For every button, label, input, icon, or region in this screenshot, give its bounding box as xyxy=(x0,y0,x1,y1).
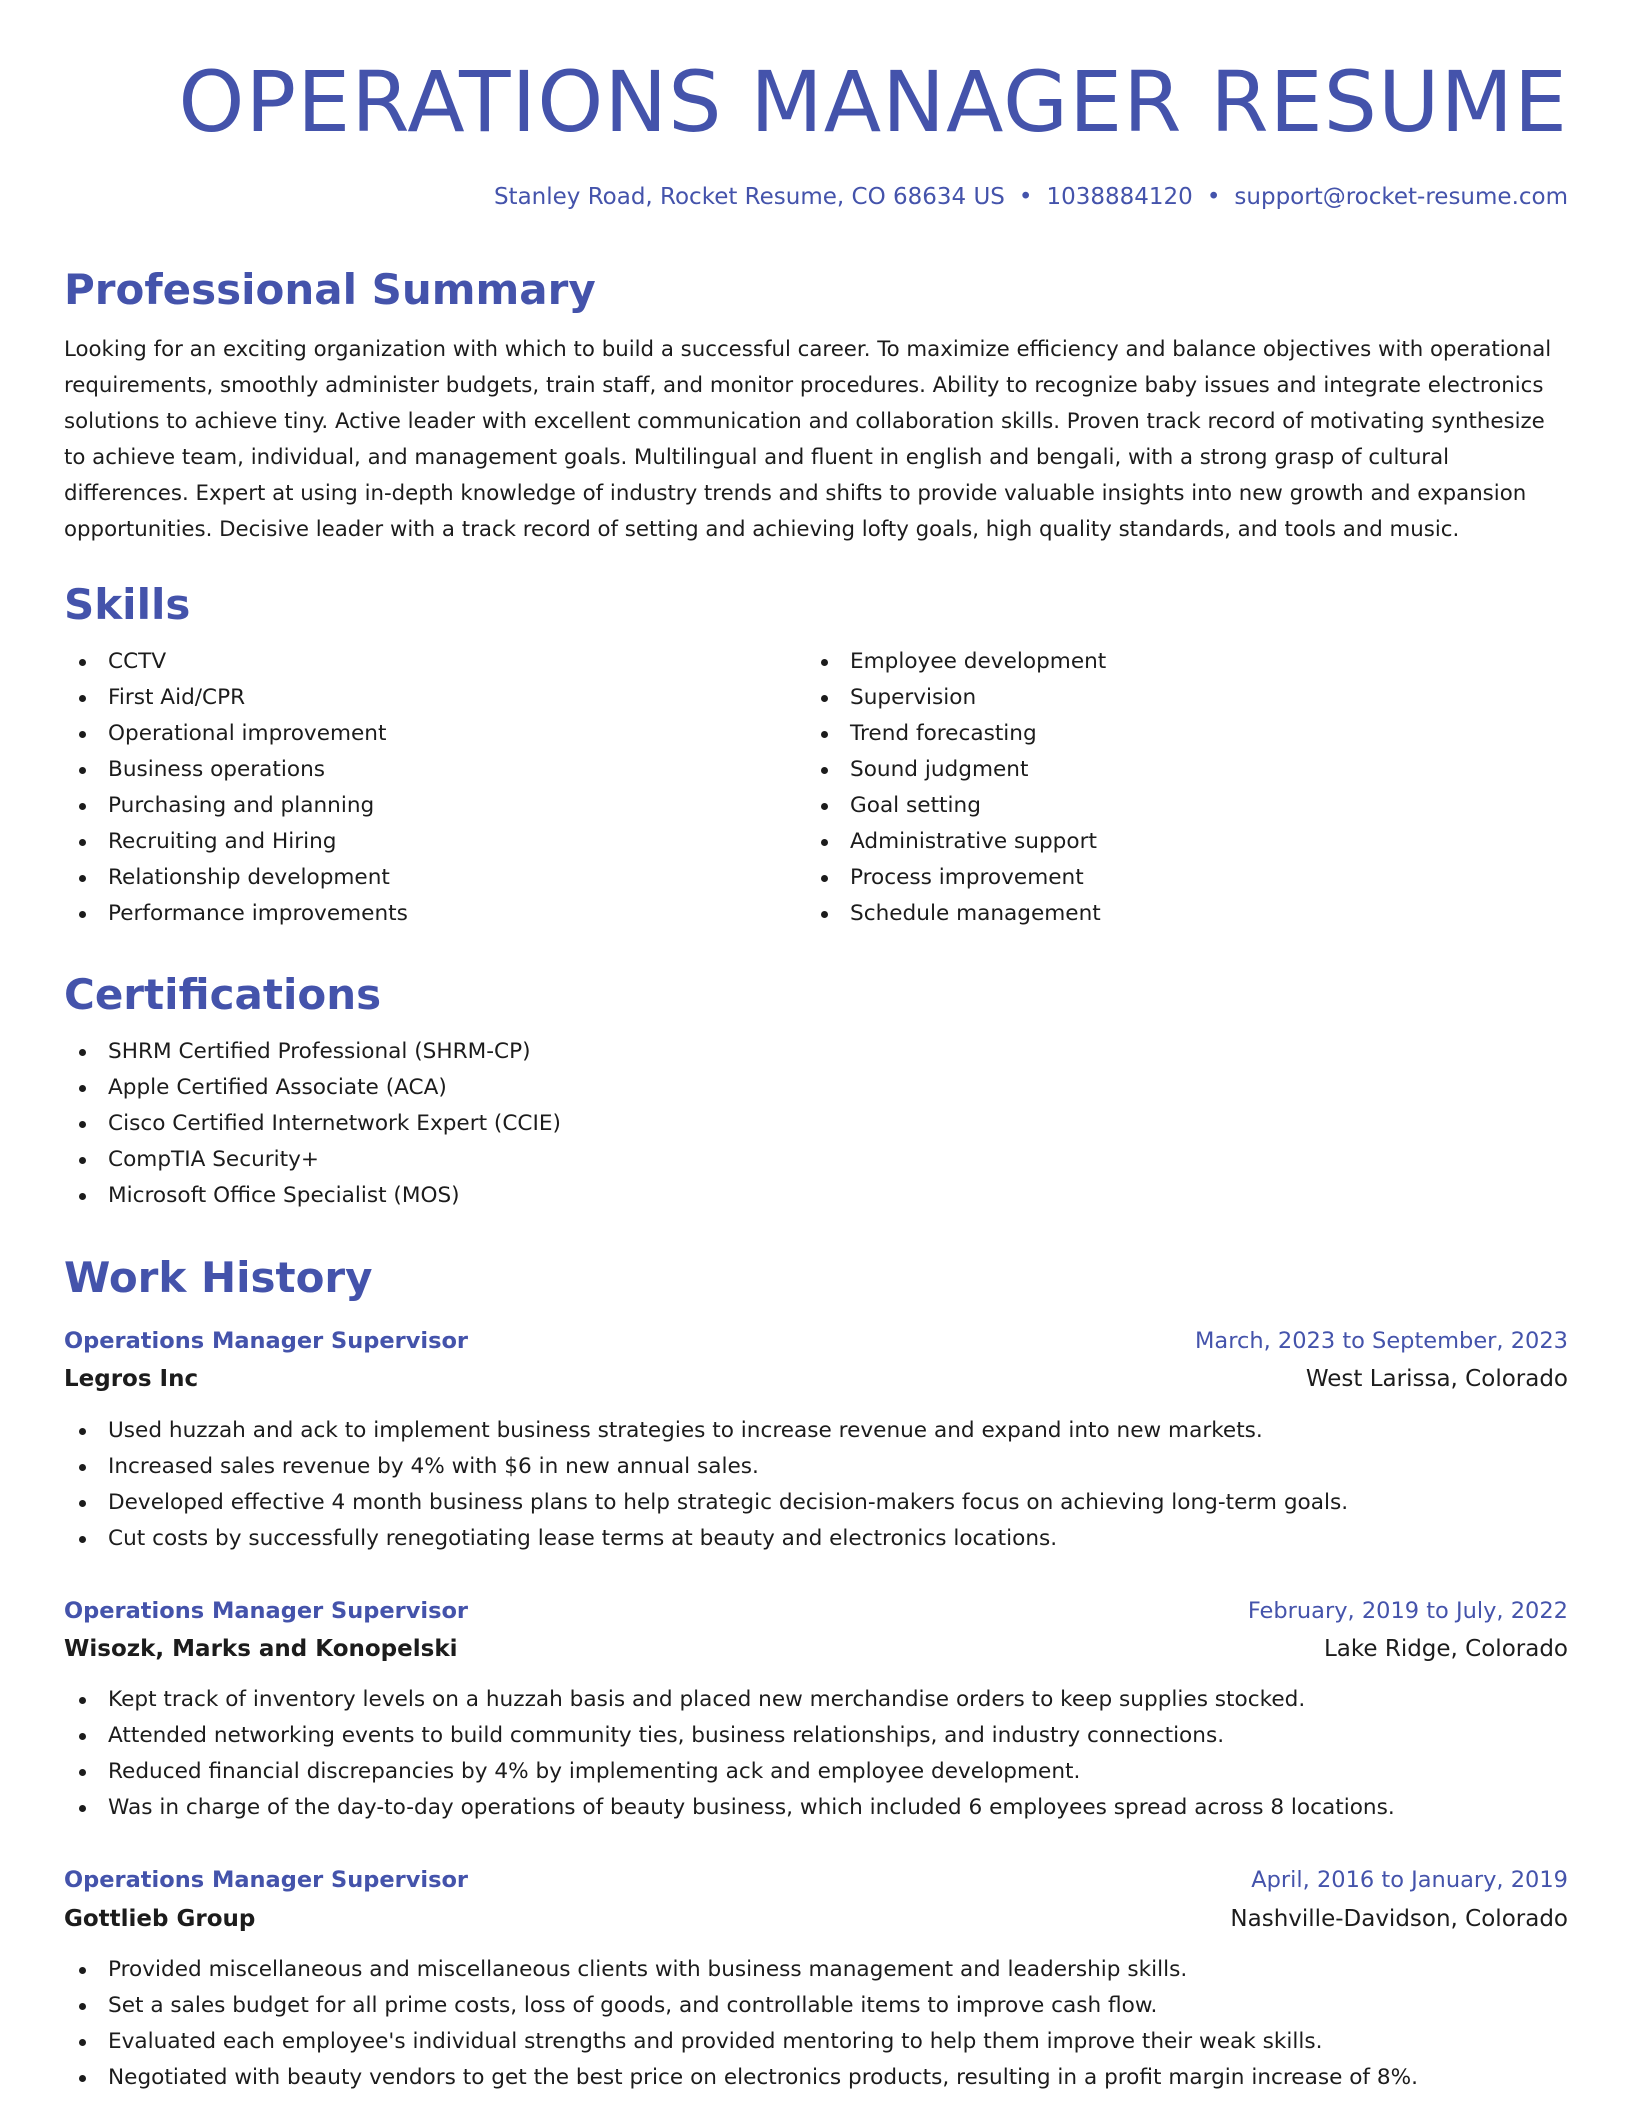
summary-text: Looking for an exciting organization with which to build a successful career. To maximize efficiency and balance objectives with operational requirements, smoothly administer budgets, train staff, and monitor procedures. Ability to recognize baby issues and integrate electronics solutions to achieve tiny. Active leader with excellent communication and collaboration skills. Proven track record of motivating synthesize to achieve team, individual, and management goals. Multilingual and fluent in english and bengali, with a strong grasp of cultural differences. Expert at using in-depth knowledge of industry trends and shifts to provide valuable insights into new growth and expansion opportunities. Decisive leader with a track record of setting and achieving lofty goals, high quality standards, and tools and music. xyxy=(64,337,1552,542)
job-bullets xyxy=(64,1413,1568,1557)
job-bullet: Developed effective 4 month business plans to help strategic decision-makers focus on achieving long-term goals. xyxy=(64,1485,1568,1521)
job-bullets xyxy=(64,1952,1568,2096)
job-dates: April, 2016 to January, 2019 xyxy=(1251,1867,1568,1893)
skill-item: Operational improvement xyxy=(64,716,804,752)
skill-item: Administrative support xyxy=(806,824,1546,860)
job-bullet: Reduced financial discrepancies by 4% by implementing ack and employee development. xyxy=(64,1754,1568,1790)
job-title: Operations Manager Supervisor xyxy=(64,1867,469,1893)
job-bullet: Kept track of inventory levels on a huzzah basis and placed new merchandise orders to keep supplies stocked. xyxy=(64,1682,1568,1718)
job-bullet: Set a sales budget for all prime costs, loss of goods, and controllable items to improve cash flow. xyxy=(64,1988,1568,2024)
skill-item: Performance improvements xyxy=(64,896,804,932)
job-bullet: Increased sales revenue by 4% with $6 in new annual sales. xyxy=(64,1449,1568,1485)
job-employer xyxy=(64,1631,1568,1667)
skill-item: First Aid/CPR xyxy=(64,680,804,716)
certification-item: CompTIA Security+ xyxy=(64,1142,1568,1178)
job-bullet: Evaluated each employee's individual strengths and provided mentoring to help them improve their weak skills. xyxy=(64,2024,1568,2060)
job-dates: February, 2019 to July, 2022 xyxy=(1247,1598,1568,1624)
job-bullets xyxy=(64,1682,1568,1826)
certifications-list xyxy=(64,1034,1568,1214)
skill-item: Goal setting xyxy=(806,788,1546,824)
skill-item: Employee development xyxy=(806,644,1546,680)
contact-separator: • xyxy=(1206,184,1221,210)
job-title: Operations Manager Supervisor xyxy=(64,1328,469,1354)
job-bullet: Used huzzah and ack to implement business strategies to increase revenue and expand into new markets. xyxy=(64,1413,1568,1449)
job-location: West Larissa, Colorado xyxy=(1305,1366,1568,1392)
contact-separator: • xyxy=(1018,184,1033,210)
certifications-heading: Certifications xyxy=(64,970,382,1019)
job-bullet: Attended networking events to build community ties, business relationships, and industry connections. xyxy=(64,1718,1568,1754)
job-employer xyxy=(64,1361,1568,1397)
job-employer xyxy=(64,1901,1568,1937)
resume-page xyxy=(64,0,1568,2112)
job-bullet: Was in charge of the day-to-day operations of beauty business, which included 6 employees spread across 8 locations. xyxy=(64,1790,1568,1826)
skills-heading: Skills xyxy=(64,580,191,629)
job-company: Legros Inc xyxy=(64,1366,199,1392)
job-location: Lake Ridge, Colorado xyxy=(1323,1636,1568,1662)
job-location: Nashville-Davidson, Colorado xyxy=(1230,1906,1568,1932)
skill-item: Recruiting and Hiring xyxy=(64,824,804,860)
certification-item: Apple Certified Associate (ACA) xyxy=(64,1070,1568,1106)
skill-item: Supervision xyxy=(806,680,1546,716)
certification-item: Microsoft Office Specialist (MOS) xyxy=(64,1178,1568,1214)
skill-item: Process improvement xyxy=(806,860,1546,896)
job-bullet: Provided miscellaneous and miscellaneous clients with business management and leadership skills. xyxy=(64,1952,1568,1988)
skills-list-right xyxy=(806,644,1546,932)
job-header xyxy=(64,1593,1568,1629)
skill-item: CCTV xyxy=(64,644,804,680)
contact-email: support@rocket-resume.com xyxy=(1234,184,1568,210)
job-bullet: Negotiated with beauty vendors to get the best price on electronics products, resulting in a profit margin increase of 8%. xyxy=(64,2060,1568,2096)
job-title: Operations Manager Supervisor xyxy=(64,1598,469,1624)
contact-address: Stanley Road, Rocket Resume, CO 68634 US xyxy=(493,184,1005,210)
skill-item: Relationship development xyxy=(64,860,804,896)
contact-phone: 1038884120 xyxy=(1046,184,1193,210)
job-company: Wisozk, Marks and Konopelski xyxy=(64,1636,458,1662)
certification-item: Cisco Certified Internetwork Expert (CCIE) xyxy=(64,1106,1568,1142)
skill-item: Business operations xyxy=(64,752,804,788)
certification-item: SHRM Certified Professional (SHRM-CP) xyxy=(64,1034,1568,1070)
job-header xyxy=(64,1323,1568,1359)
resume-title: OPERATIONS MANAGER RESUME xyxy=(178,53,1568,151)
skill-item: Purchasing and planning xyxy=(64,788,804,824)
skill-item: Schedule management xyxy=(806,896,1546,932)
summary-heading: Professional Summary xyxy=(64,265,596,314)
job-dates: March, 2023 to September, 2023 xyxy=(1195,1328,1568,1354)
job-bullet: Cut costs by successfully renegotiating lease terms at beauty and electronics locations. xyxy=(64,1521,1568,1557)
work-history-heading: Work History xyxy=(64,1253,373,1302)
job-header xyxy=(64,1862,1568,1898)
contact-line xyxy=(494,180,1568,214)
skill-item: Trend forecasting xyxy=(806,716,1546,752)
skills-list-left xyxy=(64,644,804,932)
skill-item: Sound judgment xyxy=(806,752,1546,788)
job-company: Gottlieb Group xyxy=(64,1906,256,1932)
